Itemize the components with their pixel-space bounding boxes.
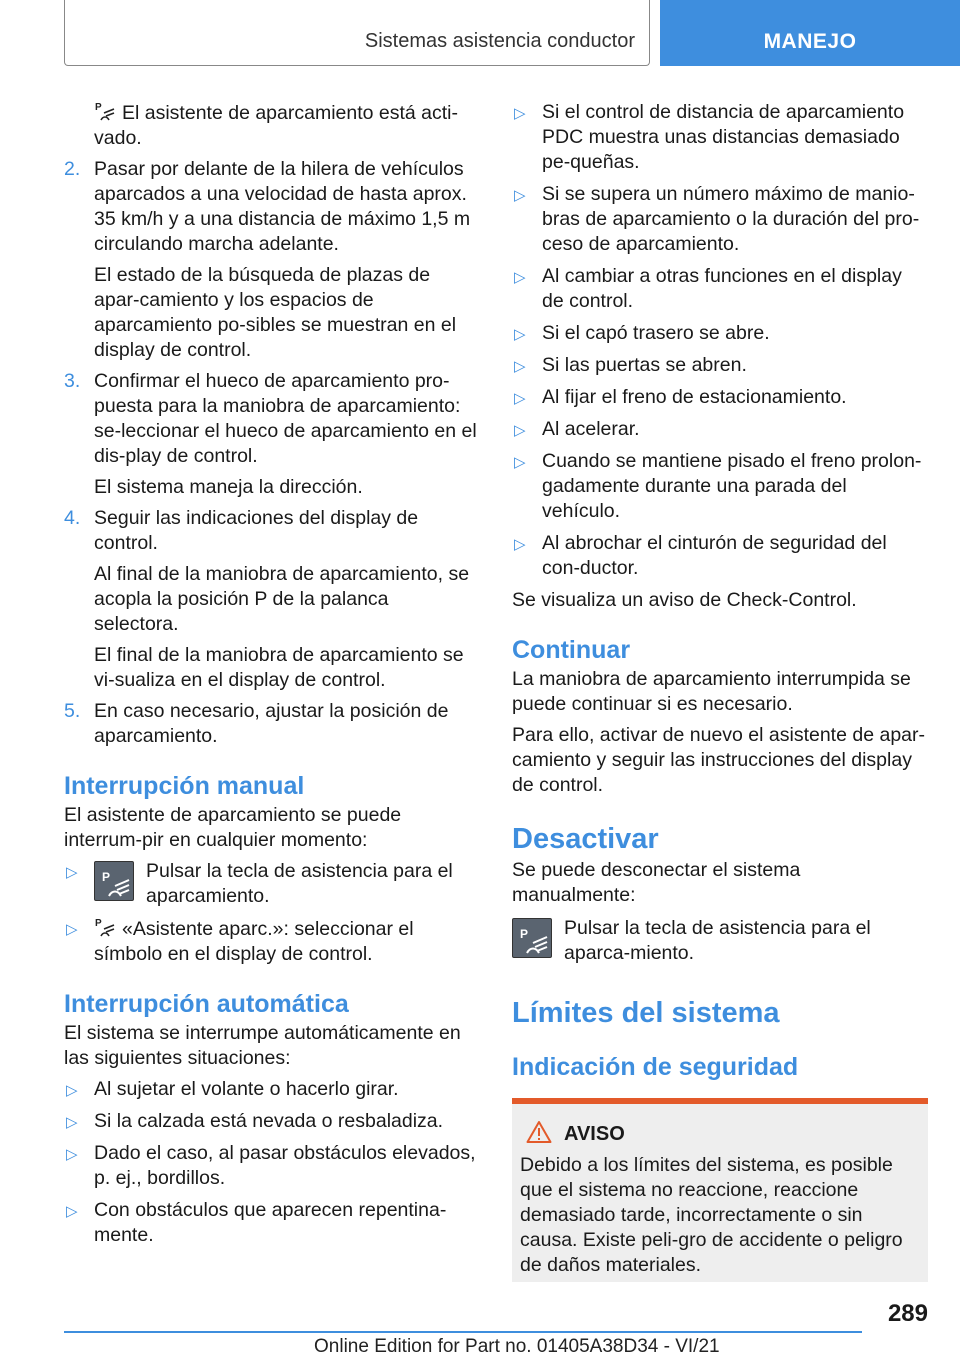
deactivate-paragraph: Se puede desconectar el sistema manualmente: xyxy=(512,859,801,906)
bullet-triangle-icon: ▷ xyxy=(66,1082,78,1099)
step-item xyxy=(64,369,478,469)
bullet-item xyxy=(512,264,928,314)
left-column xyxy=(64,100,478,1255)
step-note: El estado de la búsqueda de plazas de apar-camiento y los espacios de aparcamiento po-sibles se muestran en el display de control. xyxy=(94,264,457,361)
bullet-item xyxy=(512,531,928,581)
right-column xyxy=(512,100,928,1282)
svg-text:P: P xyxy=(95,102,102,113)
warning-triangle-icon xyxy=(526,1120,552,1144)
bullet-item xyxy=(512,353,928,378)
parking-assistant-icon xyxy=(94,916,116,938)
manual-interruption-heading: Interrupción manual xyxy=(64,772,305,800)
svg-text:P: P xyxy=(102,870,111,884)
button-instruction xyxy=(512,916,928,966)
bullet-triangle-icon: ▷ xyxy=(66,864,78,881)
step-note: El final de la maniobra de aparcamiento se vi-sualiza en el display de control. xyxy=(94,644,464,691)
step-note: Al final de la maniobra de aparcamiento, se acopla la posición P de la palanca selectora. xyxy=(94,563,470,635)
automatic-interruption-heading: Interrupción automática xyxy=(64,990,349,1018)
bullet-item xyxy=(64,1198,478,1248)
bullet-text: Al cambiar a otras funciones en el display de control. xyxy=(542,265,902,312)
deactivate-button-text: Pulsar la tecla de asistencia para el aparca-miento. xyxy=(564,917,871,964)
intro-paragraph xyxy=(64,100,478,151)
svg-text:P: P xyxy=(520,927,529,941)
bullet-triangle-icon: ▷ xyxy=(514,422,526,439)
step-note: El sistema maneja la dirección. xyxy=(94,476,363,498)
continue-heading: Continuar xyxy=(512,636,631,664)
warning-box xyxy=(512,1098,928,1282)
bullet-item xyxy=(512,449,928,524)
step-text: Confirmar el hueco de aparcamiento pro-puesta para la maniobra de aparcamiento: se-leccionar el hueco de aparcamiento en el dis-play de control. xyxy=(94,370,477,467)
bullet-item xyxy=(64,1077,478,1102)
bullet-item xyxy=(64,859,478,909)
step-item xyxy=(64,699,478,749)
footer-edition-text: Online Edition for Part no. 01405A38D34 - VI/21 xyxy=(314,1336,720,1357)
bullet-text: Al acelerar. xyxy=(542,418,640,440)
step-number: 4. xyxy=(64,507,81,529)
system-limits-heading: Límites del sistema xyxy=(512,997,780,1029)
parking-assist-button-icon xyxy=(512,918,552,958)
bullet-item xyxy=(64,1141,478,1191)
checkcontrol-note: Se visualiza un aviso de Check-Control. xyxy=(512,589,857,611)
bullet-text: Al abrochar el cinturón de seguridad del con-ductor. xyxy=(542,532,887,579)
bullet-triangle-icon: ▷ xyxy=(514,269,526,286)
warning-text: Debido a los límites del sistema, es posible que el sistema no reaccione, reaccione demasiado tarde, incorrectamente o sin causa. Existe peli-gro de accidente o peligro de daños materiales. xyxy=(520,1154,903,1276)
intro-text: El asistente de aparcamiento está acti-vado. xyxy=(94,102,459,149)
bullet-text: Dado el caso, al pasar obstáculos elevados, p. ej., bordillos. xyxy=(94,1142,476,1189)
bullet-triangle-icon: ▷ xyxy=(514,454,526,471)
parking-assistant-icon xyxy=(94,100,116,122)
safety-note-heading: Indicación de seguridad xyxy=(512,1053,799,1081)
page-number: 289 xyxy=(887,1300,928,1327)
bullet-triangle-icon: ▷ xyxy=(66,921,78,938)
bullet-text: Con obstáculos que aparecen repentina-mente. xyxy=(94,1199,447,1246)
bullet-item xyxy=(64,916,478,967)
bullet-text: Cuando se mantiene pisado el freno prolon-gadamente durante una parada del vehículo. xyxy=(542,450,922,522)
step-number: 3. xyxy=(64,370,81,392)
bullet-item xyxy=(512,182,928,257)
header-section-title: Sistemas asistencia conductor xyxy=(364,30,635,52)
bullet-triangle-icon: ▷ xyxy=(66,1146,78,1163)
manual-intro: El asistente de aparcamiento se puede interrum-pir en cualquier momento: xyxy=(64,804,402,851)
bullet-triangle-icon: ▷ xyxy=(514,536,526,553)
bullet-text: Si la calzada está nevada o resbaladiza. xyxy=(94,1110,444,1132)
bullet-triangle-icon: ▷ xyxy=(514,105,526,122)
header-section-box xyxy=(64,0,650,66)
bullet-item xyxy=(512,100,928,175)
step-number: 5. xyxy=(64,700,81,722)
bullet-triangle-icon: ▷ xyxy=(514,187,526,204)
continue-paragraph: La maniobra de aparcamiento interrumpida se puede continuar si es necesario. xyxy=(512,668,911,715)
bullet-item xyxy=(512,417,928,442)
bullet-triangle-icon: ▷ xyxy=(514,326,526,343)
bullet-item xyxy=(512,321,928,346)
bullet-text: Al fijar el freno de estacionamiento. xyxy=(542,386,847,408)
parking-assist-button-icon xyxy=(94,861,134,901)
bullet-triangle-icon: ▷ xyxy=(514,358,526,375)
warning-title-text: AVISO xyxy=(564,1123,625,1145)
step-text: En caso necesario, ajustar la posición de aparcamiento. xyxy=(94,700,449,747)
bullet-text: «Asistente aparc.»: seleccionar el símbolo en el display de control. xyxy=(94,918,414,965)
bullet-text: Si las puertas se abren. xyxy=(542,354,747,376)
step-item xyxy=(64,157,478,257)
deactivate-heading: Desactivar xyxy=(512,823,659,855)
step-text: Pasar por delante de la hilera de vehículos aparcados a una velocidad de hasta aprox. 35 km/h y a una distancia de máximo 1,5 m circulando marcha adelante. xyxy=(94,158,471,255)
bullet-text: Pulsar la tecla de asistencia para el aparcamiento. xyxy=(146,860,453,907)
bullet-item xyxy=(64,1109,478,1134)
bullet-text: Al sujetar el volante o hacerlo girar. xyxy=(94,1078,399,1100)
header-chapter-tab: MANEJO xyxy=(660,0,960,66)
bullet-item xyxy=(512,385,928,410)
bullet-text: Si el control de distancia de aparcamiento PDC muestra unas distancias demasiado pe-queñas. xyxy=(542,101,905,173)
step-item xyxy=(64,506,478,556)
bullet-triangle-icon: ▷ xyxy=(66,1203,78,1220)
bullet-text: Si el capó trasero se abre. xyxy=(542,322,770,344)
automatic-intro: El sistema se interrumpe automáticamente en las siguientes situaciones: xyxy=(64,1022,461,1069)
continue-paragraph: Para ello, activar de nuevo el asistente de apar-camiento y seguir las instrucciones del display de control. xyxy=(512,724,925,796)
step-number: 2. xyxy=(64,158,81,180)
svg-text:P: P xyxy=(95,918,102,929)
page-header xyxy=(0,0,960,66)
bullet-triangle-icon: ▷ xyxy=(514,390,526,407)
bullet-triangle-icon: ▷ xyxy=(66,1114,78,1131)
step-text: Seguir las indicaciones del display de control. xyxy=(94,507,419,554)
warning-title xyxy=(526,1120,920,1147)
footer-divider xyxy=(64,1331,862,1333)
button-instruction xyxy=(94,859,478,909)
bullet-text: Si se supera un número máximo de manio-bras de aparcamiento o la duración del pro-ceso de aparcamiento. xyxy=(542,183,920,255)
